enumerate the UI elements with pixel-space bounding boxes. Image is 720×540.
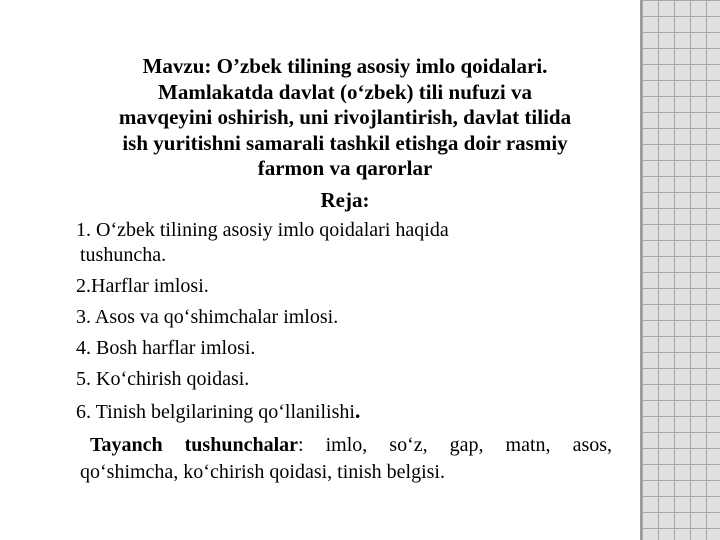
plan-item-1 [76,218,626,268]
title-line-5: farmon va qarorlar [257,156,433,180]
plan-item-1-line-1: 1. O‘zbek tilining asosiy imlo qoidalari haqida [76,219,449,241]
title-line-3: mavqeyini oshirish, uni rivojlantirish, davlat tilida [118,105,572,129]
key-concepts-term: Tayanch tushunchalar [90,434,299,456]
plan-item-6-text: 6. Tinish belgilarining qo‘llanilishi [76,401,355,423]
grid-pattern-strip [640,0,720,540]
plan-item-6 [76,398,626,425]
plan-list [76,218,626,431]
plan-item-6-period: . [354,398,361,423]
plan-heading: Reja: [320,188,370,212]
plan-item-5: 5. Ko‘chirish qoidasi. [76,368,250,390]
key-concepts-paragraph [80,432,612,486]
key-concepts-text: : imlo, so‘z, gap, matn, asos, qo‘shimcha, ko‘chirish qoidasi, tinish belgisi. [80,434,613,483]
title-line-1: Mavzu: O’zbek tilining asosiy imlo qoidalari. [142,54,548,78]
title-line-2: Mamlakatda davlat (o‘zbek) tili nufuzi va [158,79,532,104]
plan-item-3: 3. Asos va qo‘shimchalar imlosi. [76,306,339,328]
plan-item-1-line-2: tushuncha. [80,244,167,266]
plan-item-2: 2.Harflar imlosi. [76,275,209,297]
plan-item-4: 4. Bosh harflar imlosi. [76,337,256,359]
page-title [70,54,620,182]
title-line-4: ish yuritishni samarali tashkil etishga doir rasmiy [122,130,568,155]
